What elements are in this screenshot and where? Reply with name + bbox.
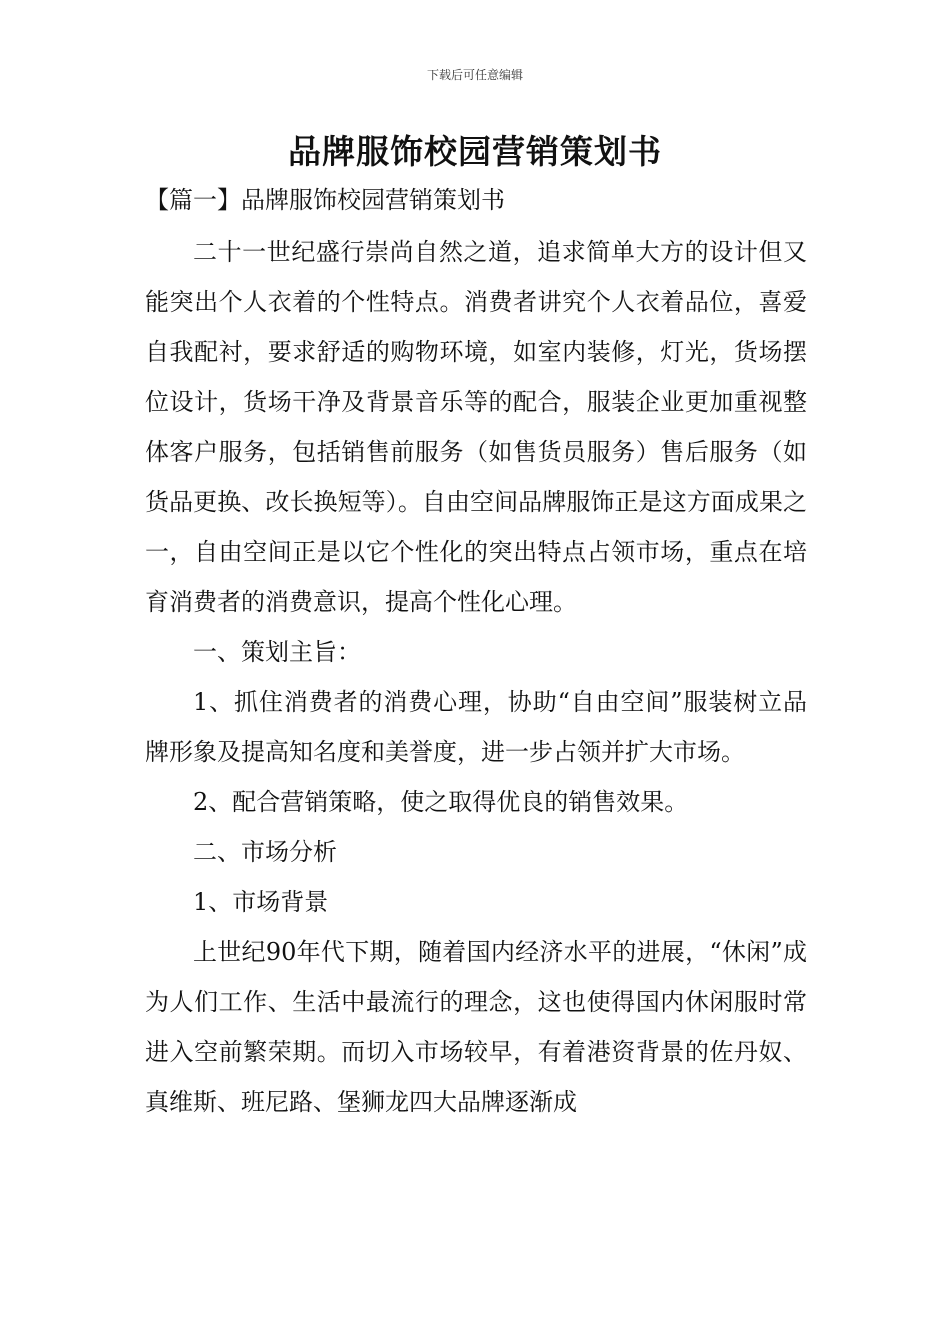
paragraph-intro: 二十一世纪盛行崇尚自然之道，追求简单大方的设计但又能突出个人衣着的个性特点。消费者讲究个人衣着品位，喜爱自我配衬，要求舒适的购物环境，如室内装修，灯光，货场摆位设计，货场干净及背景音乐等的配合，服装企业更加重视整体客户服务，包括销售前服务（如售货员服务）售后服务（如货品更换、改长换短等）。自由空间品牌服饰正是这方面成果之一，自由空间正是以它个性化的突出特点占领市场，重点在培育消费者的消费意识，提高个性化心理。 bbox=[145, 238, 807, 616]
document-body bbox=[145, 227, 807, 1127]
paragraph-purpose-2: 2、配合营销策略，使之取得优良的销售效果。 bbox=[193, 788, 689, 816]
paragraph-purpose-1: 1、抓住消费者的消费心理，协助“自由空间”服装树立品牌形象及提高知名度和美誉度，进一步占领并扩大市场。 bbox=[145, 688, 807, 766]
heading-planning-purpose: 一、策划主旨： bbox=[193, 638, 361, 666]
header-note: 下载后可任意编辑 bbox=[426, 68, 523, 82]
section-heading: 【篇一】品牌服饰校园营销策划书 bbox=[145, 186, 505, 214]
heading-market-background: 1、市场背景 bbox=[193, 888, 329, 916]
paragraph-market-background: 上世纪90年代下期，随着国内经济水平的进展，“休闲”成为人们工作、生活中最流行的理念，这也使得国内休闲服时常进入空前繁荣期。而切入市场较早，有着港资背景的佐丹奴、真维斯、班尼路、堡狮龙四大品牌逐渐成 bbox=[145, 938, 807, 1116]
document-title: 品牌服饰校园营销策划书 bbox=[288, 132, 662, 171]
heading-market-analysis: 二、市场分析 bbox=[193, 838, 337, 866]
